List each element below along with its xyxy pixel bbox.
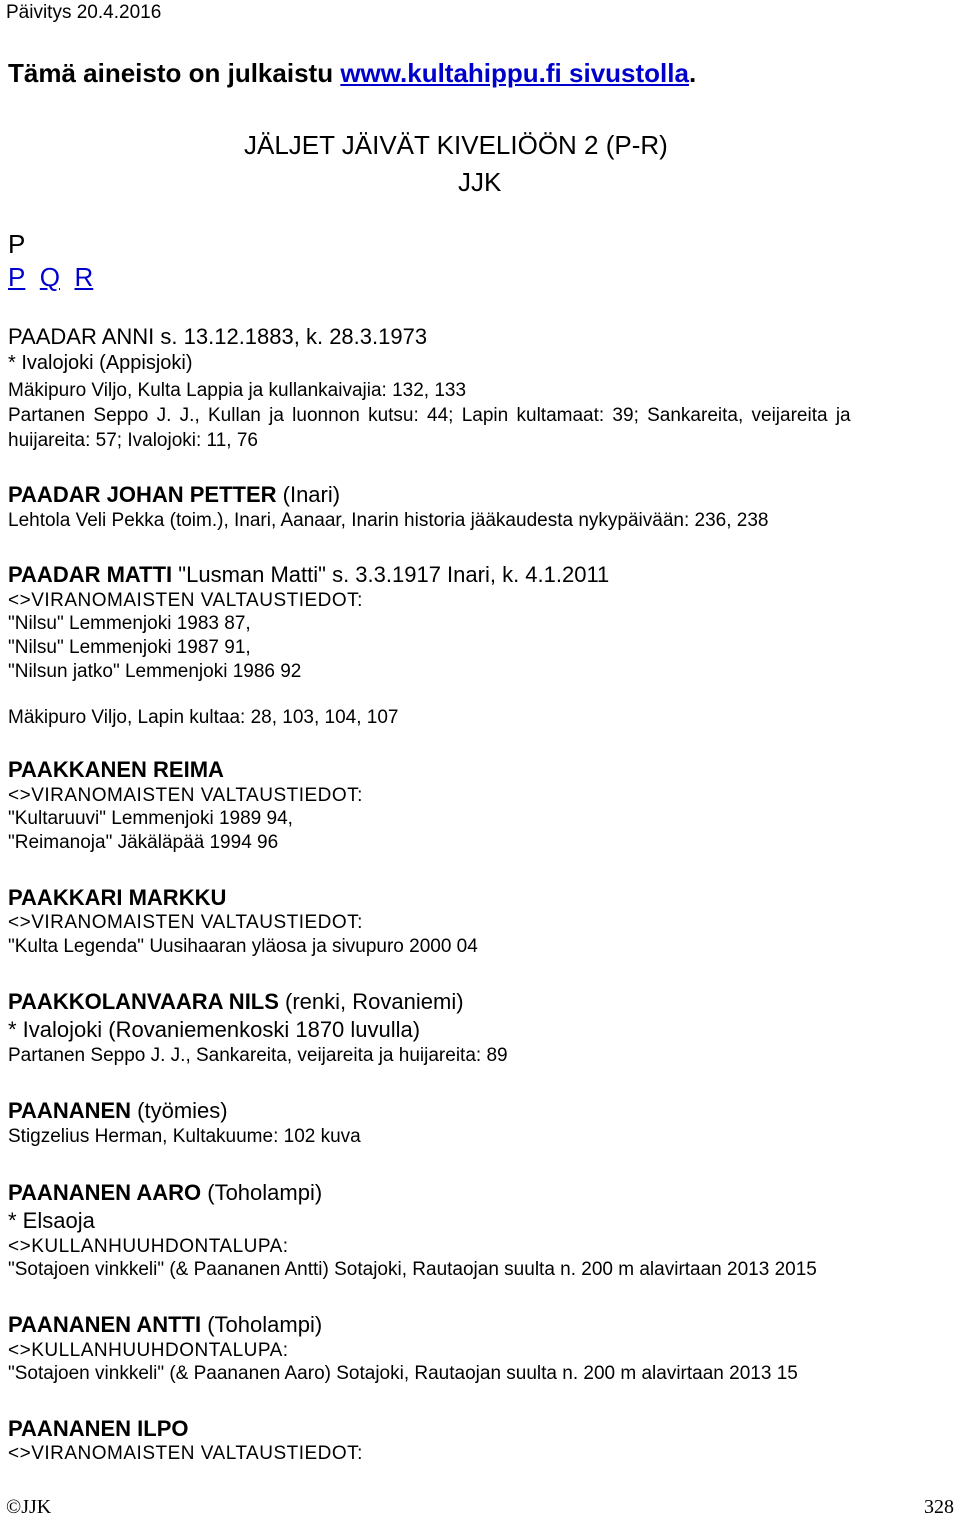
entry-line: <>KULLANHUUHDONTALUPA: <box>8 1340 289 1361</box>
letter-link-p[interactable]: P <box>8 262 26 292</box>
entry-name: PAAKKOLANVAARA NILS <box>8 989 279 1014</box>
document-title: JÄLJET JÄIVÄT KIVELIÖÖN 2 (P-R) <box>244 130 668 160</box>
entry-line: <>VIRANOMAISTEN VALTAUSTIEDOT: <box>8 912 363 933</box>
document-author: JJK <box>458 167 502 197</box>
published-suffix: . <box>688 58 697 88</box>
entry-extra: (Toholampi) <box>201 1312 323 1337</box>
entry-line: "Nilsu" Lemmenjoki 1987 91, <box>8 637 251 658</box>
entry-line: Partanen Seppo J. J., Kullan ja luonnon kutsu: 44; Lapin kultamaat: 39; Sankareita, veijareita ja <box>8 405 851 426</box>
entry-line: "Kultaruuvi" Lemmenjoki 1989 94, <box>8 808 293 829</box>
entry-extra: (renki, Rovaniemi) <box>278 989 464 1014</box>
entry-line: <>KULLANHUUHDONTALUPA: <box>8 1236 289 1257</box>
current-letter: P <box>8 229 26 259</box>
entry-line: "Reimanoja" Jäkäläpää 1994 96 <box>8 832 279 853</box>
entry-heading <box>8 482 340 508</box>
entry-name: PAAKKANEN REIMA <box>8 757 224 782</box>
entry-location: * Elsaoja <box>8 1208 95 1233</box>
kultahippu-link[interactable]: www.kultahippu.fi sivustolla <box>340 58 689 88</box>
entry-name: PAANANEN <box>8 1098 132 1123</box>
letter-link-q[interactable]: Q <box>39 262 61 292</box>
letter-index <box>8 262 93 293</box>
entry-heading <box>8 1312 322 1338</box>
entry-heading <box>8 1098 228 1124</box>
entry-extra: (työmies) <box>131 1098 228 1123</box>
entry-line: "Nilsu" Lemmenjoki 1983 87, <box>8 613 251 634</box>
entry-line: Mäkipuro Viljo, Kulta Lappia ja kullankaivajia: 132, 133 <box>8 380 467 401</box>
entry-name: PAADAR JOHAN PETTER <box>8 482 277 507</box>
entry-line: * Ivalojoki (Appisjoki) <box>8 352 193 374</box>
page-number: 328 <box>924 1496 954 1518</box>
entry-line: Lehtola Veli Pekka (toim.), Inari, Aanaar, Inarin historia jääkaudesta nykypäivään: 236, 238 <box>8 510 769 531</box>
entry-line: Partanen Seppo J. J., Sankareita, veijareita ja huijareita: 89 <box>8 1045 508 1066</box>
entry-line: "Kulta Legenda" Uusihaaran yläosa ja sivupuro 2000 04 <box>8 936 478 957</box>
footer-copyright: ©JJK <box>6 1496 52 1518</box>
entry-line: Stigzelius Herman, Kultakuume: 102 kuva <box>8 1126 361 1147</box>
entry-line: "Sotajoen vinkkeli" (& Paananen Aaro) Sotajoki, Rautaojan suulta n. 200 m alavirtaan 2013 15 <box>8 1363 798 1384</box>
entry-extra: (Toholampi) <box>201 1180 323 1205</box>
entry-heading: PAADAR ANNI s. 13.12.1883, k. 28.3.1973 <box>8 324 428 349</box>
entry-name: PAANANEN ILPO <box>8 1416 189 1441</box>
entry-name: PAANANEN AARO <box>8 1180 202 1205</box>
entry-heading <box>8 1180 322 1206</box>
entry-extra: "Lusman Matti" s. 3.3.1917 Inari, k. 4.1.2011 <box>172 562 610 587</box>
entry-location: * Ivalojoki (Rovaniemenkoski 1870 luvulla) <box>8 1017 421 1042</box>
entry-extra: (Inari) <box>276 482 341 507</box>
update-date: Päivitys 20.4.2016 <box>6 2 162 23</box>
entry-name: PAANANEN ANTTI <box>8 1312 202 1337</box>
entry-line: "Sotajoen vinkkeli" (& Paananen Antti) Sotajoki, Rautaojan suulta n. 200 m alavirtaan 2013 2015 <box>8 1259 817 1280</box>
entry-line: <>VIRANOMAISTEN VALTAUSTIEDOT: <box>8 590 363 611</box>
entry-name: PAADAR MATTI <box>8 562 173 587</box>
entry-heading <box>8 562 609 588</box>
entry-line: <>VIRANOMAISTEN VALTAUSTIEDOT: <box>8 785 363 806</box>
entry-line: Mäkipuro Viljo, Lapin kultaa: 28, 103, 104, 107 <box>8 707 399 728</box>
entry-heading <box>8 989 464 1015</box>
published-prefix: Tämä aineisto on julkaistu <box>8 58 341 88</box>
letter-link-r[interactable]: R <box>74 262 94 292</box>
entry-name: PAAKKARI MARKKU <box>8 885 227 910</box>
entry-line: "Nilsun jatko" Lemmenjoki 1986 92 <box>8 661 302 682</box>
published-notice <box>8 58 696 89</box>
entry-line: <>VIRANOMAISTEN VALTAUSTIEDOT: <box>8 1443 363 1464</box>
entry-line: huijareita: 57; Ivalojoki: 11, 76 <box>8 430 258 451</box>
